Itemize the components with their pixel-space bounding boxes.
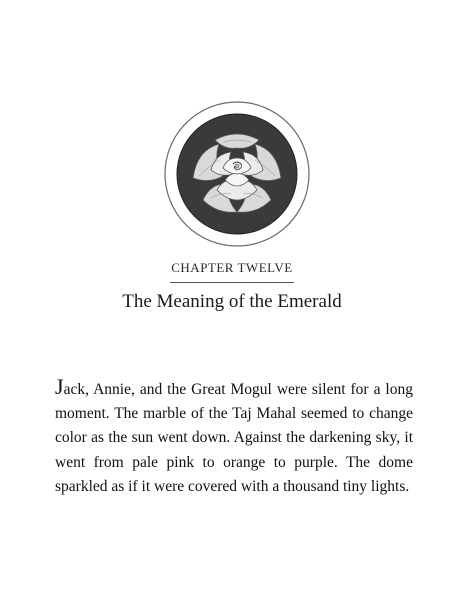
chapter-title: The Meaning of the Emerald xyxy=(122,291,342,312)
body-paragraph xyxy=(55,376,413,499)
chapter-label: CHAPTER TWELVE xyxy=(171,260,293,275)
chapter-divider xyxy=(170,282,294,283)
drop-cap: J xyxy=(55,374,64,399)
rose-illustration xyxy=(163,100,311,248)
body-paragraph-text: ack, Annie, and the Great Mogul were silent for a long moment. The marble of the Taj Mahal seemed to change color as the sun went down. Against the darkening sky, it went from pale pink to orange to purple. The dome sparkled as if it were covered with a thousand tiny lights. xyxy=(55,381,413,495)
